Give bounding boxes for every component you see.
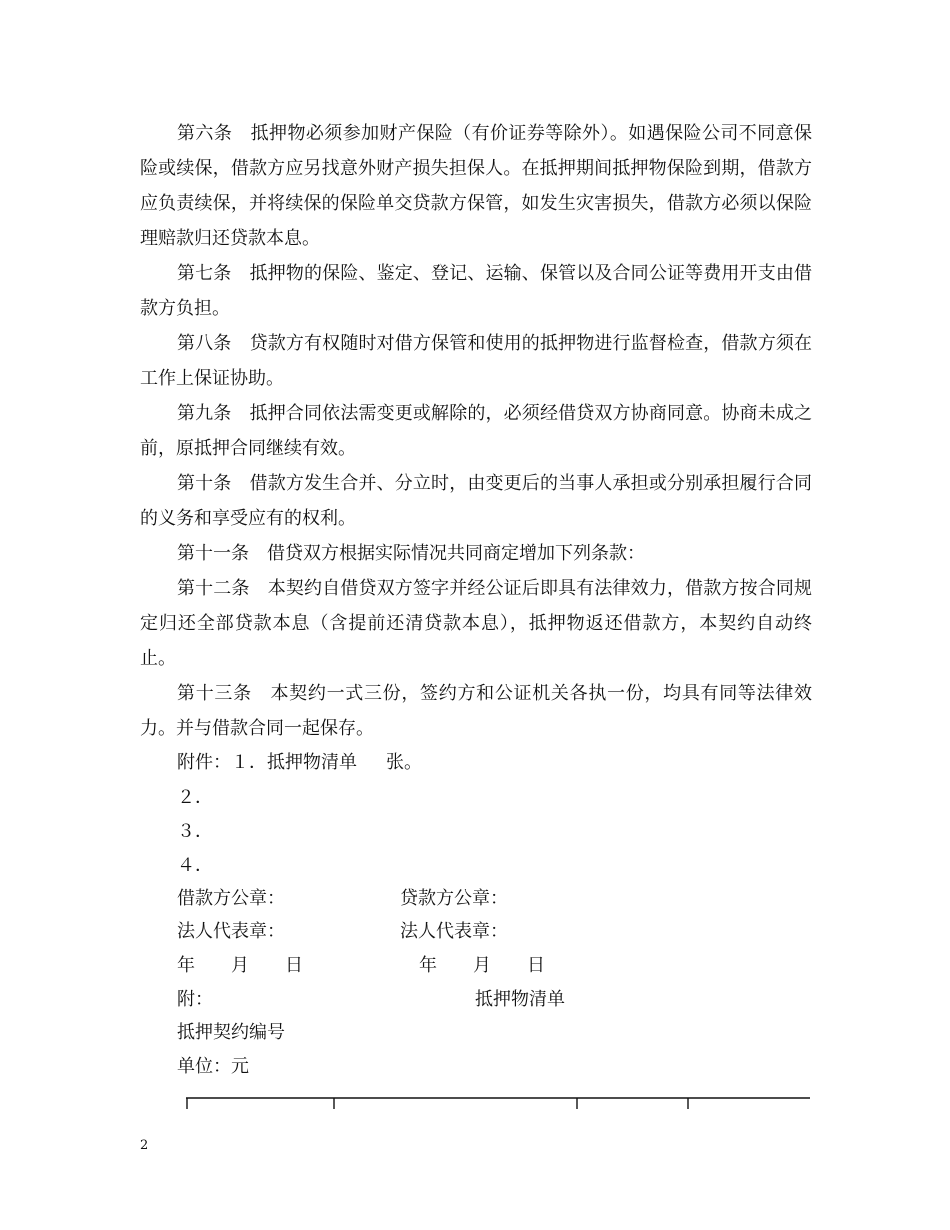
inventory-table-top-border <box>186 1097 810 1109</box>
lender-date: 年 月 日 <box>419 955 545 976</box>
article-13: 第十三条 本契约一式三份，签约方和公证机关各执一份，均具有同等法律效力。并与借款合同一起保存。 <box>140 683 812 739</box>
unit-label: 单位：元 <box>177 1056 249 1077</box>
borrower-seal-label: 借款方公章： <box>177 888 285 909</box>
attachments-sheets-unit: 张。 <box>386 752 422 773</box>
article-7: 第七条 抵押物的保险、鉴定、登记、运输、保管以及合同公证等费用开支由借款方负担。 <box>140 263 812 319</box>
lender-legal-rep-label: 法人代表章： <box>400 921 508 942</box>
article-9: 第九条 抵押合同依法需变更或解除的，必须经借贷双方协商同意。协商未成之前，原抵押合同继续有效。 <box>140 403 812 459</box>
lender-seal-label: 贷款方公章： <box>400 888 508 909</box>
attachment-item-2: ２． <box>177 787 213 808</box>
page-number: 2 <box>140 1138 149 1153</box>
contract-number-label: 抵押契约编号 <box>177 1022 285 1043</box>
attachment-item-4: ４． <box>177 855 213 876</box>
article-6: 第六条 抵押物必须参加财产保险（有价证券等除外）。如遇保险公司不同意保险或续保，借款方应另找意外财产损失担保人。在抵押期间抵押物保险到期，借款方应负责续保，并将续保的保险单交贷款方保管，如发生灾害损失，借款方必须以保险理赔款归还贷款本息。 <box>140 123 812 249</box>
borrower-legal-rep-label: 法人代表章： <box>177 921 285 942</box>
attachments-label: 附件：１．抵押物清单 <box>177 752 357 773</box>
attachment-item-3: ３． <box>177 821 213 842</box>
article-11: 第十一条 借贷双方根据实际情况共同商定增加下列条款： <box>177 543 645 564</box>
appendix-title: 抵押物清单 <box>475 989 565 1010</box>
appendix-label: 附： <box>177 989 213 1010</box>
article-12: 第十二条 本契约自借贷双方签字并经公证后即具有法律效力，借款方按合同规定归还全部贷款本息（含提前还清贷款本息），抵押物返还借款方，本契约自动终止。 <box>140 578 812 669</box>
borrower-date: 年 月 日 <box>177 955 303 976</box>
article-8: 第八条 贷款方有权随时对借方保管和使用的抵押物进行监督检查，借款方须在工作上保证协助。 <box>140 333 812 389</box>
article-10: 第十条 借款方发生合并、分立时，由变更后的当事人承担或分别承担履行合同的义务和享受应有的权利。 <box>140 473 812 529</box>
